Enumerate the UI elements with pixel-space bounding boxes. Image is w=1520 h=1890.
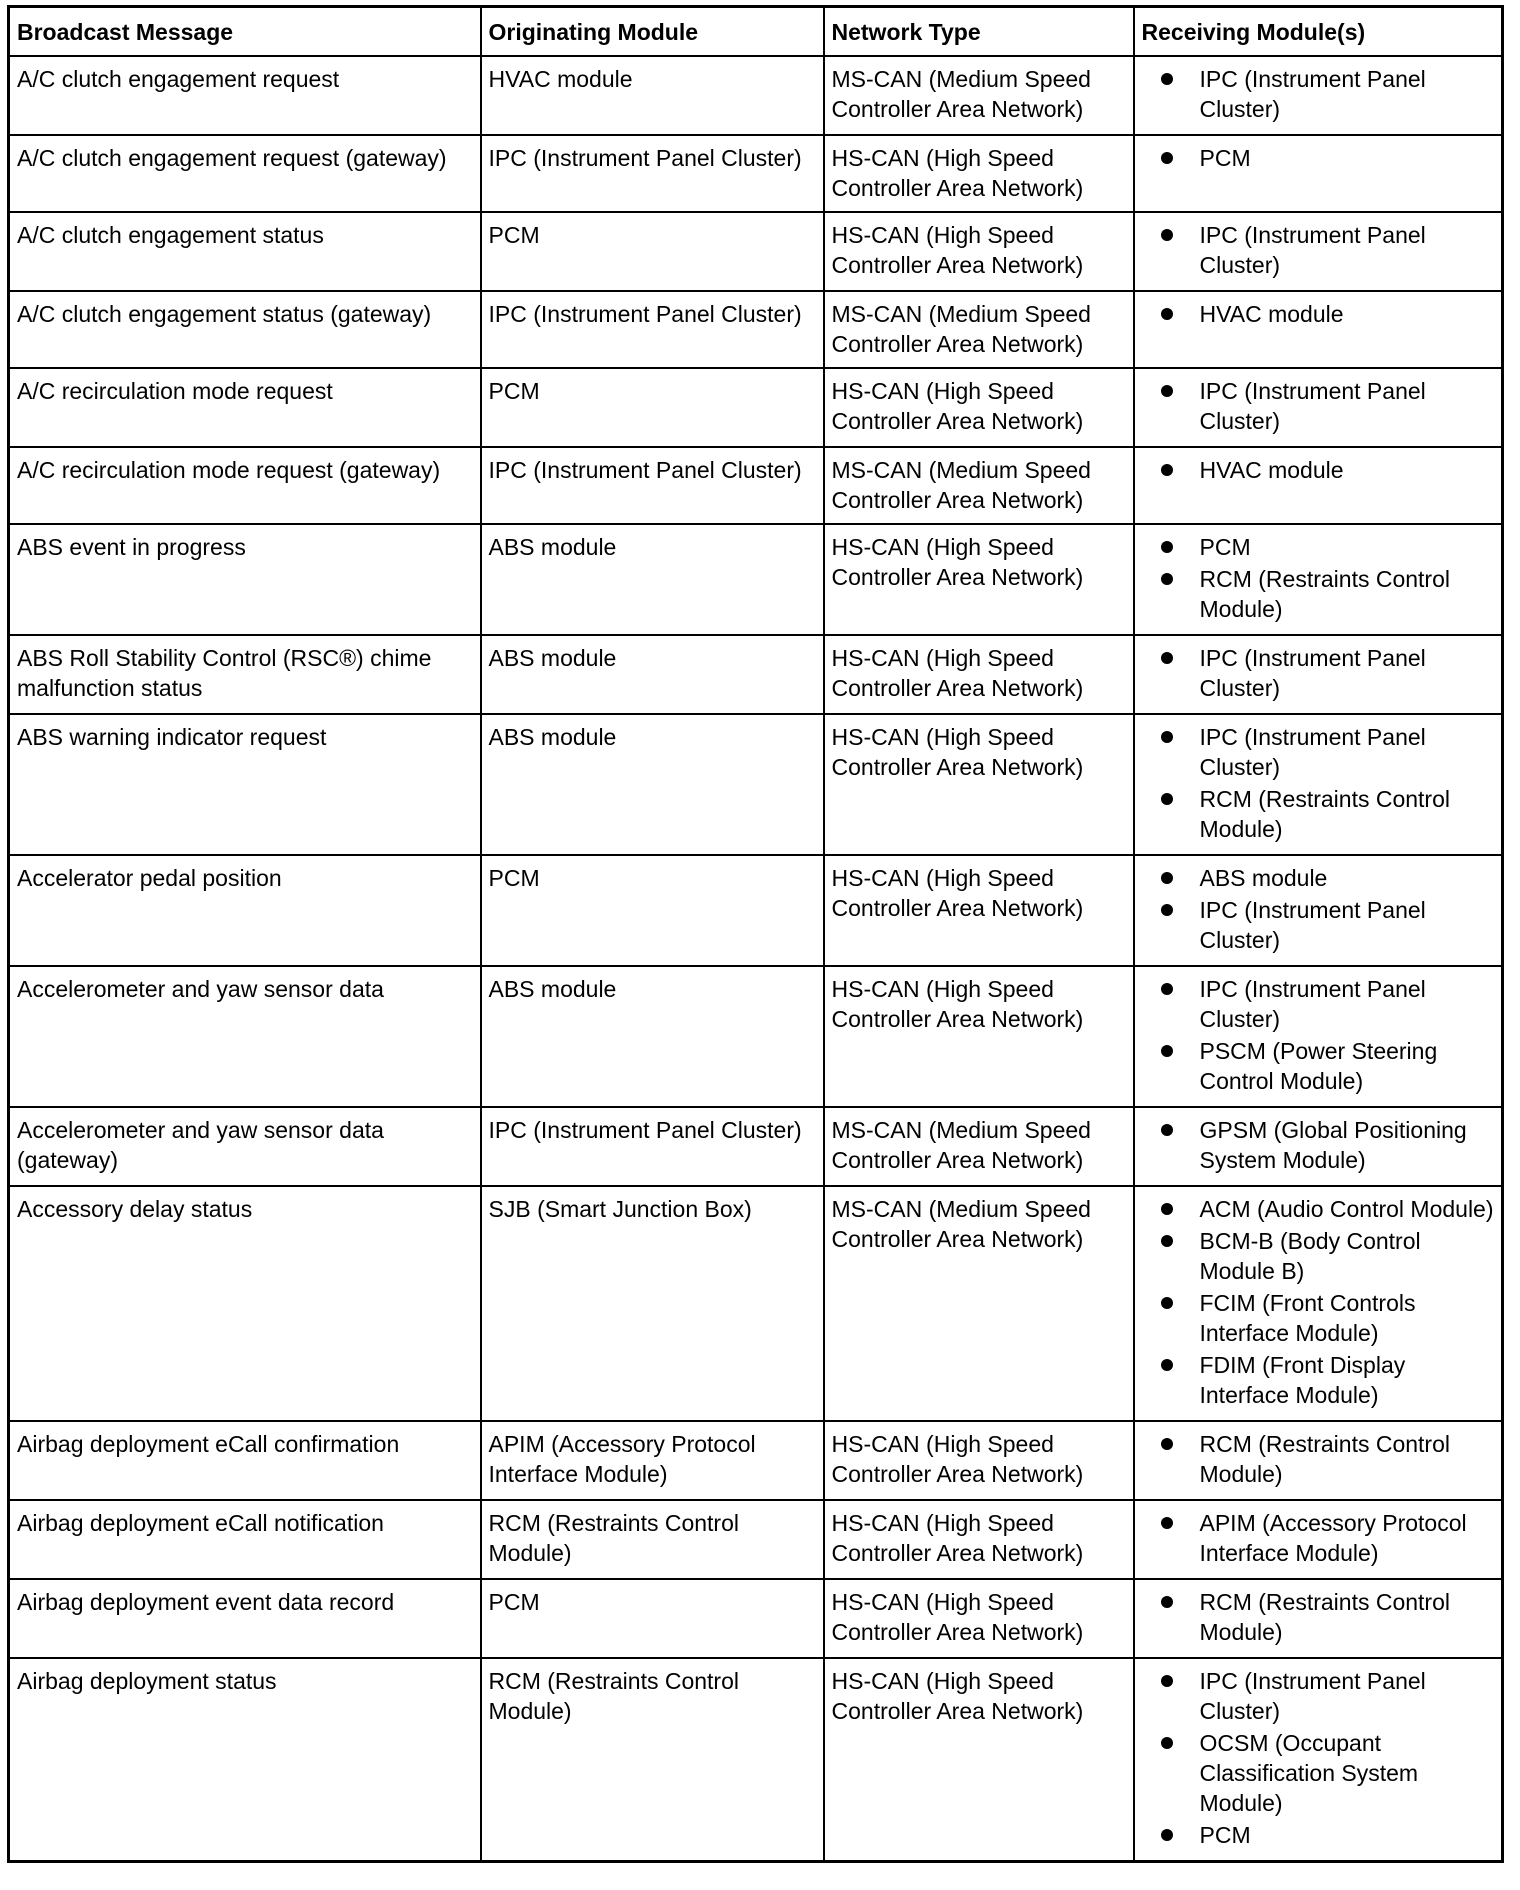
network-type-cell: HS-CAN (High Speed Controller Area Network)	[824, 135, 1134, 212]
table-row	[9, 56, 1503, 135]
broadcast-message-cell: A/C clutch engagement status (gateway)	[9, 291, 481, 368]
receiving-modules-list	[1142, 376, 1495, 436]
bullet-icon	[1161, 731, 1173, 743]
receiving-module-label: APIM (Accessory Protocol Interface Module)	[1199, 1510, 1467, 1566]
receiving-modules-cell	[1134, 368, 1503, 447]
receiving-module-label: RCM (Restraints Control Module)	[1199, 1431, 1450, 1487]
table-row	[9, 855, 1503, 966]
receiving-module-label: PCM	[1199, 534, 1251, 560]
broadcast-message-cell: A/C clutch engagement request	[9, 56, 481, 135]
receiving-modules-cell	[1134, 524, 1503, 635]
bullet-icon	[1161, 1438, 1173, 1450]
header-originating-module: Originating Module	[481, 7, 824, 57]
header-receiving-modules: Receiving Module(s)	[1134, 7, 1503, 57]
table-body	[9, 56, 1503, 1862]
receiving-module-label: OCSM (Occupant Classification System Module)	[1199, 1730, 1419, 1816]
receiving-module-item	[1142, 455, 1495, 485]
network-type-cell: HS-CAN (High Speed Controller Area Network)	[824, 212, 1134, 291]
table-row	[9, 635, 1503, 714]
table-header-row	[9, 7, 1503, 57]
receiving-modules-cell	[1134, 1658, 1503, 1862]
table-row	[9, 1658, 1503, 1862]
bullet-icon	[1161, 983, 1173, 995]
receiving-modules-list	[1142, 1587, 1495, 1647]
table-row	[9, 1421, 1503, 1500]
table-row	[9, 524, 1503, 635]
receiving-module-label: RCM (Restraints Control Module)	[1199, 1589, 1450, 1645]
bullet-icon	[1161, 793, 1173, 805]
bullet-icon	[1161, 1124, 1173, 1136]
network-type-cell: HS-CAN (High Speed Controller Area Network)	[824, 1421, 1134, 1500]
receiving-module-item	[1142, 1728, 1495, 1818]
receiving-module-item	[1142, 220, 1495, 280]
receiving-module-label: PCM	[1199, 145, 1251, 171]
receiving-module-label: ABS module	[1199, 865, 1328, 891]
originating-module-cell: IPC (Instrument Panel Cluster)	[481, 1107, 824, 1186]
receiving-module-label: GPSM (Global Positioning System Module)	[1199, 1117, 1467, 1173]
receiving-module-item	[1142, 1115, 1495, 1175]
bullet-icon	[1161, 152, 1173, 164]
bullet-icon	[1161, 573, 1173, 585]
broadcast-message-cell: ABS warning indicator request	[9, 714, 481, 855]
originating-module-cell: IPC (Instrument Panel Cluster)	[481, 135, 824, 212]
network-type-cell: MS-CAN (Medium Speed Controller Area Network)	[824, 1186, 1134, 1421]
receiving-module-item	[1142, 1036, 1495, 1096]
receiving-module-label: IPC (Instrument Panel Cluster)	[1199, 897, 1426, 953]
network-type-cell: MS-CAN (Medium Speed Controller Area Network)	[824, 447, 1134, 524]
receiving-module-item	[1142, 1429, 1495, 1489]
receiving-module-item	[1142, 643, 1495, 703]
receiving-module-label: IPC (Instrument Panel Cluster)	[1199, 976, 1426, 1032]
receiving-modules-list	[1142, 64, 1495, 124]
originating-module-cell: ABS module	[481, 714, 824, 855]
network-type-cell: MS-CAN (Medium Speed Controller Area Network)	[824, 1107, 1134, 1186]
receiving-modules-list	[1142, 974, 1495, 1096]
bullet-icon	[1161, 1045, 1173, 1057]
receiving-modules-cell	[1134, 1421, 1503, 1500]
receiving-modules-list	[1142, 1666, 1495, 1850]
receiving-modules-cell	[1134, 1107, 1503, 1186]
originating-module-cell: RCM (Restraints Control Module)	[481, 1658, 824, 1862]
bullet-icon	[1161, 904, 1173, 916]
broadcast-message-cell: Accelerator pedal position	[9, 855, 481, 966]
receiving-modules-cell	[1134, 966, 1503, 1107]
receiving-module-item	[1142, 895, 1495, 955]
bullet-icon	[1161, 1829, 1173, 1841]
network-type-cell: MS-CAN (Medium Speed Controller Area Network)	[824, 56, 1134, 135]
receiving-module-label: FCIM (Front Controls Interface Module)	[1199, 1290, 1416, 1346]
originating-module-cell: PCM	[481, 212, 824, 291]
bullet-icon	[1161, 652, 1173, 664]
receiving-module-item	[1142, 376, 1495, 436]
bullet-icon	[1161, 1737, 1173, 1749]
receiving-module-label: FDIM (Front Display Interface Module)	[1199, 1352, 1406, 1408]
receiving-module-item	[1142, 1288, 1495, 1348]
broadcast-message-cell: A/C recirculation mode request (gateway)	[9, 447, 481, 524]
receiving-modules-list	[1142, 863, 1495, 955]
receiving-module-item	[1142, 532, 1495, 562]
receiving-modules-cell	[1134, 291, 1503, 368]
receiving-module-label: PSCM (Power Steering Control Module)	[1199, 1038, 1438, 1094]
table-row	[9, 1186, 1503, 1421]
receiving-module-item	[1142, 863, 1495, 893]
receiving-modules-list	[1142, 1115, 1495, 1175]
receiving-module-label: IPC (Instrument Panel Cluster)	[1199, 378, 1426, 434]
broadcast-message-cell: A/C clutch engagement status	[9, 212, 481, 291]
table-row	[9, 447, 1503, 524]
broadcast-message-cell: Accessory delay status	[9, 1186, 481, 1421]
receiving-module-item	[1142, 784, 1495, 844]
receiving-modules-list	[1142, 722, 1495, 844]
bullet-icon	[1161, 1359, 1173, 1371]
receiving-module-label: RCM (Restraints Control Module)	[1199, 566, 1450, 622]
bullet-icon	[1161, 385, 1173, 397]
receiving-modules-list	[1142, 1429, 1495, 1489]
receiving-modules-list	[1142, 1508, 1495, 1568]
table-row	[9, 135, 1503, 212]
table-row	[9, 1579, 1503, 1658]
receiving-module-item	[1142, 1508, 1495, 1568]
table-row	[9, 714, 1503, 855]
broadcast-message-cell: A/C recirculation mode request	[9, 368, 481, 447]
receiving-module-label: IPC (Instrument Panel Cluster)	[1199, 724, 1426, 780]
originating-module-cell: PCM	[481, 368, 824, 447]
table-row	[9, 1500, 1503, 1579]
receiving-modules-cell	[1134, 1500, 1503, 1579]
originating-module-cell: IPC (Instrument Panel Cluster)	[481, 447, 824, 524]
receiving-module-label: IPC (Instrument Panel Cluster)	[1199, 66, 1426, 122]
network-type-cell: HS-CAN (High Speed Controller Area Network)	[824, 1658, 1134, 1862]
originating-module-cell: PCM	[481, 855, 824, 966]
network-type-cell: HS-CAN (High Speed Controller Area Network)	[824, 524, 1134, 635]
originating-module-cell: ABS module	[481, 635, 824, 714]
originating-module-cell: IPC (Instrument Panel Cluster)	[481, 291, 824, 368]
receiving-module-item	[1142, 722, 1495, 782]
receiving-modules-cell	[1134, 855, 1503, 966]
receiving-module-item	[1142, 1587, 1495, 1647]
bullet-icon	[1161, 229, 1173, 241]
header-broadcast-message: Broadcast Message	[9, 7, 481, 57]
broadcast-message-cell: Airbag deployment eCall confirmation	[9, 1421, 481, 1500]
receiving-modules-cell	[1134, 447, 1503, 524]
originating-module-cell: HVAC module	[481, 56, 824, 135]
receiving-module-label: ACM (Audio Control Module)	[1199, 1196, 1494, 1222]
receiving-module-label: HVAC module	[1199, 301, 1344, 327]
table-row	[9, 291, 1503, 368]
broadcast-message-cell: Airbag deployment status	[9, 1658, 481, 1862]
broadcast-message-cell: Accelerometer and yaw sensor data	[9, 966, 481, 1107]
broadcast-message-cell: Accelerometer and yaw sensor data (gateway)	[9, 1107, 481, 1186]
originating-module-cell: RCM (Restraints Control Module)	[481, 1500, 824, 1579]
receiving-module-item	[1142, 1194, 1495, 1224]
bullet-icon	[1161, 1517, 1173, 1529]
receiving-module-item	[1142, 299, 1495, 329]
network-type-cell: HS-CAN (High Speed Controller Area Network)	[824, 635, 1134, 714]
bullet-icon	[1161, 464, 1173, 476]
receiving-modules-list	[1142, 643, 1495, 703]
receiving-modules-cell	[1134, 635, 1503, 714]
receiving-module-item	[1142, 143, 1495, 173]
receiving-module-item	[1142, 1350, 1495, 1410]
network-type-cell: HS-CAN (High Speed Controller Area Network)	[824, 714, 1134, 855]
originating-module-cell: PCM	[481, 1579, 824, 1658]
receiving-module-label: RCM (Restraints Control Module)	[1199, 786, 1450, 842]
receiving-module-item	[1142, 564, 1495, 624]
receiving-module-label: IPC (Instrument Panel Cluster)	[1199, 1668, 1426, 1724]
receiving-modules-cell	[1134, 212, 1503, 291]
broadcast-message-cell: ABS event in progress	[9, 524, 481, 635]
receiving-module-label: BCM-B (Body Control Module B)	[1199, 1228, 1421, 1284]
receiving-modules-cell	[1134, 714, 1503, 855]
receiving-module-item	[1142, 1666, 1495, 1726]
broadcast-message-cell: Airbag deployment eCall notification	[9, 1500, 481, 1579]
bullet-icon	[1161, 1297, 1173, 1309]
receiving-modules-list	[1142, 1194, 1495, 1410]
bullet-icon	[1161, 1596, 1173, 1608]
bullet-icon	[1161, 541, 1173, 553]
table-row	[9, 368, 1503, 447]
originating-module-cell: APIM (Accessory Protocol Interface Module)	[481, 1421, 824, 1500]
bullet-icon	[1161, 1203, 1173, 1215]
receiving-modules-cell	[1134, 135, 1503, 212]
network-type-cell: HS-CAN (High Speed Controller Area Network)	[824, 1500, 1134, 1579]
bullet-icon	[1161, 73, 1173, 85]
broadcast-message-cell: Airbag deployment event data record	[9, 1579, 481, 1658]
bullet-icon	[1161, 1675, 1173, 1687]
receiving-modules-cell	[1134, 1186, 1503, 1421]
network-type-cell: HS-CAN (High Speed Controller Area Network)	[824, 966, 1134, 1107]
broadcast-table-container	[7, 5, 1501, 1863]
originating-module-cell: ABS module	[481, 966, 824, 1107]
table-row	[9, 966, 1503, 1107]
receiving-modules-cell	[1134, 56, 1503, 135]
receiving-module-item	[1142, 974, 1495, 1034]
receiving-module-label: HVAC module	[1199, 457, 1344, 483]
header-network-type: Network Type	[824, 7, 1134, 57]
receiving-modules-list	[1142, 220, 1495, 280]
broadcast-message-table	[7, 5, 1504, 1863]
receiving-module-label: PCM	[1199, 1822, 1251, 1848]
receiving-module-item	[1142, 1226, 1495, 1286]
receiving-modules-cell	[1134, 1579, 1503, 1658]
originating-module-cell: ABS module	[481, 524, 824, 635]
receiving-module-item	[1142, 64, 1495, 124]
network-type-cell: MS-CAN (Medium Speed Controller Area Network)	[824, 291, 1134, 368]
receiving-module-label: IPC (Instrument Panel Cluster)	[1199, 645, 1426, 701]
network-type-cell: HS-CAN (High Speed Controller Area Network)	[824, 368, 1134, 447]
receiving-module-label: IPC (Instrument Panel Cluster)	[1199, 222, 1426, 278]
broadcast-message-cell: A/C clutch engagement request (gateway)	[9, 135, 481, 212]
table-row	[9, 1107, 1503, 1186]
receiving-module-item	[1142, 1820, 1495, 1850]
receiving-modules-list	[1142, 455, 1495, 485]
receiving-modules-list	[1142, 532, 1495, 624]
network-type-cell: HS-CAN (High Speed Controller Area Network)	[824, 855, 1134, 966]
originating-module-cell: SJB (Smart Junction Box)	[481, 1186, 824, 1421]
table-row	[9, 212, 1503, 291]
bullet-icon	[1161, 308, 1173, 320]
receiving-modules-list	[1142, 143, 1495, 173]
broadcast-message-cell: ABS Roll Stability Control (RSC®) chime malfunction status	[9, 635, 481, 714]
bullet-icon	[1161, 1235, 1173, 1247]
receiving-modules-list	[1142, 299, 1495, 329]
network-type-cell: HS-CAN (High Speed Controller Area Network)	[824, 1579, 1134, 1658]
bullet-icon	[1161, 872, 1173, 884]
